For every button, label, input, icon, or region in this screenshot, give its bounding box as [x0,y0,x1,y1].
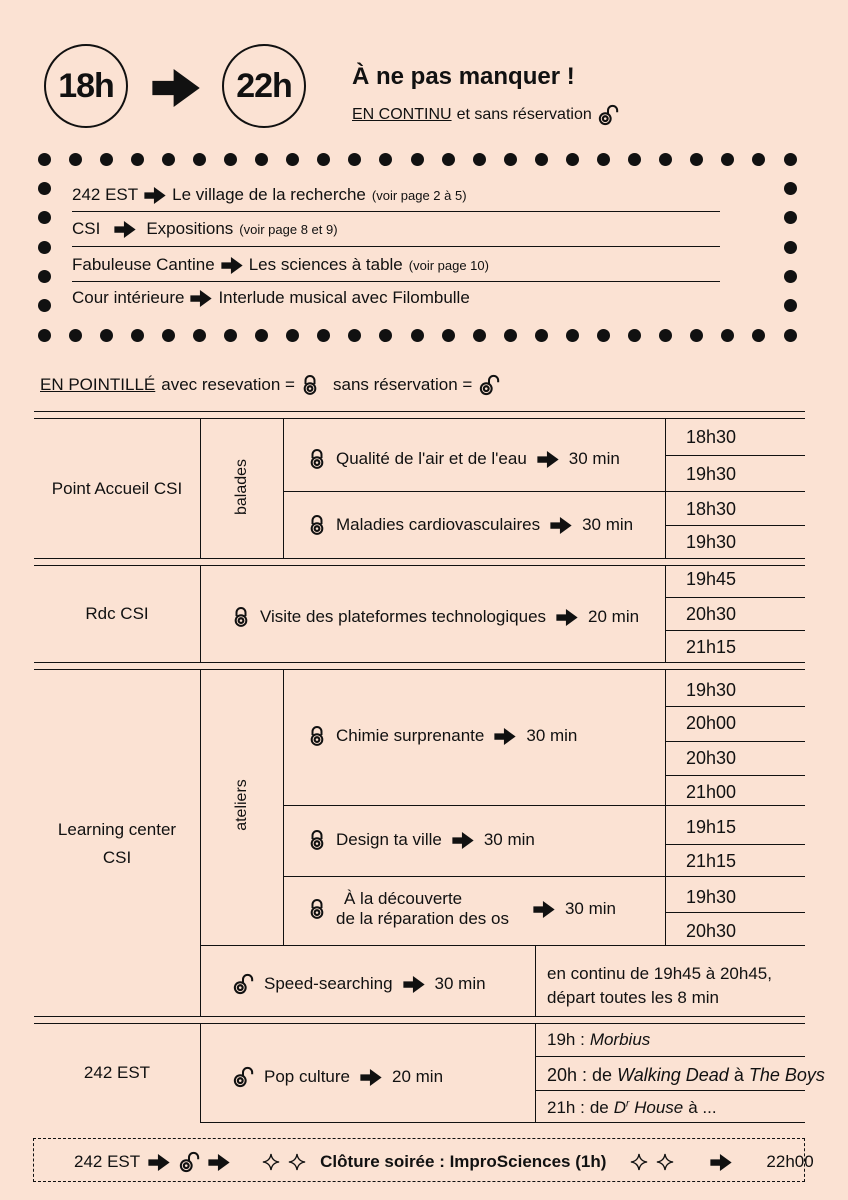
frame-dot [721,329,734,342]
time-slot: 20h00 [686,712,737,733]
time-slot: 18h30 [686,498,737,519]
activity-name-block [336,889,509,929]
divider [72,211,720,212]
speed-info-line: en continu de 19h45 à 20h45, [547,964,772,983]
table-line [665,418,666,558]
table-line [200,1122,805,1123]
table-line [200,1023,201,1123]
frame-dot [784,153,797,166]
activity-name-line: À la découverte [344,889,463,908]
table-line [34,411,805,412]
frame-dot [752,153,765,166]
lock-closed-icon [308,725,326,747]
continuous-row [72,285,470,311]
frame-dot [659,329,672,342]
frame-dot [566,153,579,166]
table-line [200,418,201,558]
time-slot: 20h30 [686,920,737,941]
activity-duration: 30 min [564,899,616,918]
frame-dot [784,182,797,195]
speed-info-line: départ toutes les 8 min [547,988,719,1007]
activity-design [308,827,535,853]
sparkle-icon [630,1153,648,1171]
table-line [200,565,201,662]
table-line [665,455,805,456]
continuous-activity: Expositions [146,219,234,238]
continuous-place: Fabuleuse Cantine [72,255,215,274]
continuous-activity: Interlude musical avec Filombulle [218,288,470,307]
arrow-icon [403,976,425,993]
frame-dot [348,329,361,342]
end-time-circle [222,44,306,128]
frame-dot [628,153,641,166]
session-pre: de [589,1098,609,1117]
activity-name: Chimie surprenante [336,726,485,745]
frame-dot [379,329,392,342]
place-rdc: Rdc CSI [85,603,149,623]
frame-dot [473,153,486,166]
lock-closed-icon [308,514,326,536]
arrow-icon [114,221,136,238]
frame-dot [379,153,392,166]
footer-event: Clôture soirée : ImproSciences (1h) [320,1152,607,1171]
lock-open-icon [232,1066,254,1088]
sparkle-icon [262,1153,280,1171]
activity-duration: 30 min [434,974,486,993]
table-line [535,945,536,1016]
frame-dot [131,329,144,342]
table-line [535,1023,536,1123]
session-title: Walking Dead [617,1064,729,1085]
session-title [614,1098,684,1118]
activity-name: Maladies cardiovasculaires [336,515,541,534]
frame-dot [721,153,734,166]
frame-dot [317,153,330,166]
activity-name: Speed-searching [264,974,393,993]
table-line [665,565,666,662]
session-title-initial: D [613,1098,627,1117]
session-title: The Boys [748,1064,825,1085]
time-slot: 21h15 [686,636,737,657]
frame-dot [411,329,424,342]
arrow-icon [208,1154,230,1171]
time-slot: 20h30 [686,747,737,768]
frame-dot [411,153,424,166]
session-pre: de [592,1064,613,1085]
arrow-icon [190,290,212,307]
big-arrow-icon [150,69,202,107]
continuous-place: CSI [72,219,101,238]
session-time: 21h : [547,1098,585,1117]
frame-dot [597,329,610,342]
time-slot: 21h00 [686,781,737,802]
category-ateliers: ateliers [233,779,250,831]
lock-closed-icon [301,374,319,396]
continuous-suffix: et sans réservation [456,106,592,123]
table-line [283,805,665,806]
frame-dot [690,329,703,342]
table-line [200,669,201,1016]
arrow-icon [537,451,559,468]
activity-speed-searching [232,971,486,997]
time-slot: 19h30 [686,463,737,484]
activity-duration: 30 min [483,830,535,849]
activity-name: Design ta ville [336,830,442,849]
frame-dot [162,329,175,342]
frame-dot [38,329,51,342]
frame-dot [286,153,299,166]
session-row [547,1061,825,1089]
arrow-icon [148,1154,170,1171]
arrow-icon [221,257,243,274]
category-balades: balades [233,458,250,516]
lock-closed-icon [308,448,326,470]
sparkle-icon [288,1153,306,1171]
frame-dot [784,241,797,254]
legend-with-res: avec resevation = [161,375,295,394]
frame-dot [784,211,797,224]
place-learning-center [34,672,200,1016]
session-mid: à ... [688,1098,717,1117]
frame-dot [348,153,361,166]
frame-dot [224,153,237,166]
lock-open-icon [232,973,254,995]
frame-dot [597,153,610,166]
table-line [665,491,805,492]
continuous-note: (voir page 10) [408,257,489,273]
activity-plateformes [232,604,639,630]
activity-name-line: de la réparation des os [336,909,509,928]
continuous-row [72,216,338,242]
sparkle-icon [656,1153,674,1171]
lock-open-icon [597,104,619,126]
activity-duration: 20 min [392,1067,444,1086]
frame-dot [752,329,765,342]
activity-os [308,888,616,930]
continuous-row [72,182,467,208]
frame-dot [38,153,51,166]
divider [72,281,720,282]
lock-closed-icon [232,606,250,628]
frame-dot [255,153,268,166]
activity-pop-culture [232,1064,443,1090]
lock-closed-icon [308,898,326,920]
table-line [283,418,284,558]
time-slot: 19h30 [686,679,737,700]
frame-dot [224,329,237,342]
table-line [283,876,665,877]
frame-dot [784,329,797,342]
session-mid: à [733,1064,744,1085]
arrow-icon [710,1154,732,1171]
arrow-icon [556,609,578,626]
session-title-sup: r [626,1098,630,1110]
place-line: CSI [102,848,132,867]
frame-dot [784,299,797,312]
frame-dot [504,153,517,166]
activity-cardio [308,512,633,538]
activity-duration: 30 min [582,515,634,534]
table-line [283,669,284,946]
frame-dot [659,153,672,166]
activity-duration: 30 min [526,726,578,745]
frame-dot [100,329,113,342]
legend-without-res: sans réservation = [332,375,473,394]
session-time: 19h : [547,1030,585,1049]
arrow-icon [452,832,474,849]
table-line [665,669,666,946]
activity-duration: 20 min [588,607,640,626]
start-time: 18h [58,66,114,105]
frame-dot [317,329,330,342]
frame-dot [38,182,51,195]
arrow-icon [494,728,516,745]
footer-time: 22h00 [766,1152,814,1171]
time-slot: 19h15 [686,816,737,837]
frame-dot [162,153,175,166]
session-title: Morbius [589,1030,651,1049]
table-line [34,662,805,663]
activity-air-eau [308,446,620,472]
table-line [535,1090,805,1091]
frame-dot [535,153,548,166]
frame-dot [69,153,82,166]
session-row [547,1094,717,1122]
table-line [665,912,805,913]
continuous-place: 242 EST [72,185,139,204]
frame-dot [131,153,144,166]
frame-dot [286,329,299,342]
start-time-circle [44,44,128,128]
footer-row [74,1150,814,1174]
frame-dot [38,270,51,283]
continuous-label: EN CONTINU [352,106,452,123]
frame-dot [38,241,51,254]
arrow-icon [533,901,555,918]
end-time: 22h [236,66,292,105]
time-slot: 19h30 [686,531,737,552]
activity-name: Qualité de l'air et de l'eau [336,449,527,468]
session-title-rest: House [634,1098,684,1117]
time-slot: 21h15 [686,850,737,871]
frame-dot [784,270,797,283]
footer-place: 242 EST [74,1152,141,1171]
frame-dot [193,153,206,166]
continuous-activity: Le village de la recherche [172,185,366,204]
activity-chimie [308,723,577,749]
activity-name: Pop culture [264,1067,350,1086]
table-line [34,558,805,559]
continuous-note: (voir page 8 et 9) [239,221,338,237]
frame-dot [69,329,82,342]
frame-dot [100,153,113,166]
session-time: 20h : [547,1064,588,1085]
arrow-icon [144,187,166,204]
activity-name: Visite des plateformes technologiques [260,607,547,626]
lock-open-icon [478,374,500,396]
arrow-icon [360,1069,382,1086]
page-title: À ne pas manquer ! [352,63,575,90]
frame-dot [255,329,268,342]
frame-dot [535,329,548,342]
legend-label: EN POINTILLÉ [40,375,156,394]
lock-closed-icon [308,829,326,851]
continuous-subtitle [352,104,619,126]
activity-duration: 30 min [568,449,620,468]
table-line [34,1016,805,1017]
table-line [34,669,805,670]
continuous-row [72,252,489,278]
time-slot: 18h30 [686,426,737,447]
legend [40,374,500,396]
place-line: Learning center [57,820,177,839]
time-slot: 20h30 [686,603,737,624]
table-line [283,491,665,492]
place-242-est: 242 EST [83,1063,151,1082]
arrow-icon [550,517,572,534]
frame-dot [38,211,51,224]
frame-dot [628,329,641,342]
place-point-accueil: Point Accueil CSI [51,479,183,498]
lock-open-icon [178,1151,200,1173]
frame-dot [442,329,455,342]
session-row [547,1026,650,1054]
frame-dot [690,153,703,166]
frame-dot [473,329,486,342]
frame-dot [504,329,517,342]
frame-dot [38,299,51,312]
table-line [535,1056,805,1057]
frame-dot [566,329,579,342]
frame-dot [193,329,206,342]
continuous-place: Cour intérieure [72,288,185,307]
speed-info [547,962,772,1010]
time-slot: 19h45 [686,568,737,589]
table-line [665,876,805,877]
frame-dot [442,153,455,166]
time-slot: 19h30 [686,886,737,907]
divider [72,246,720,247]
continuous-note: (voir page 2 à 5) [371,187,467,203]
continuous-activity: Les sciences à table [248,255,403,274]
